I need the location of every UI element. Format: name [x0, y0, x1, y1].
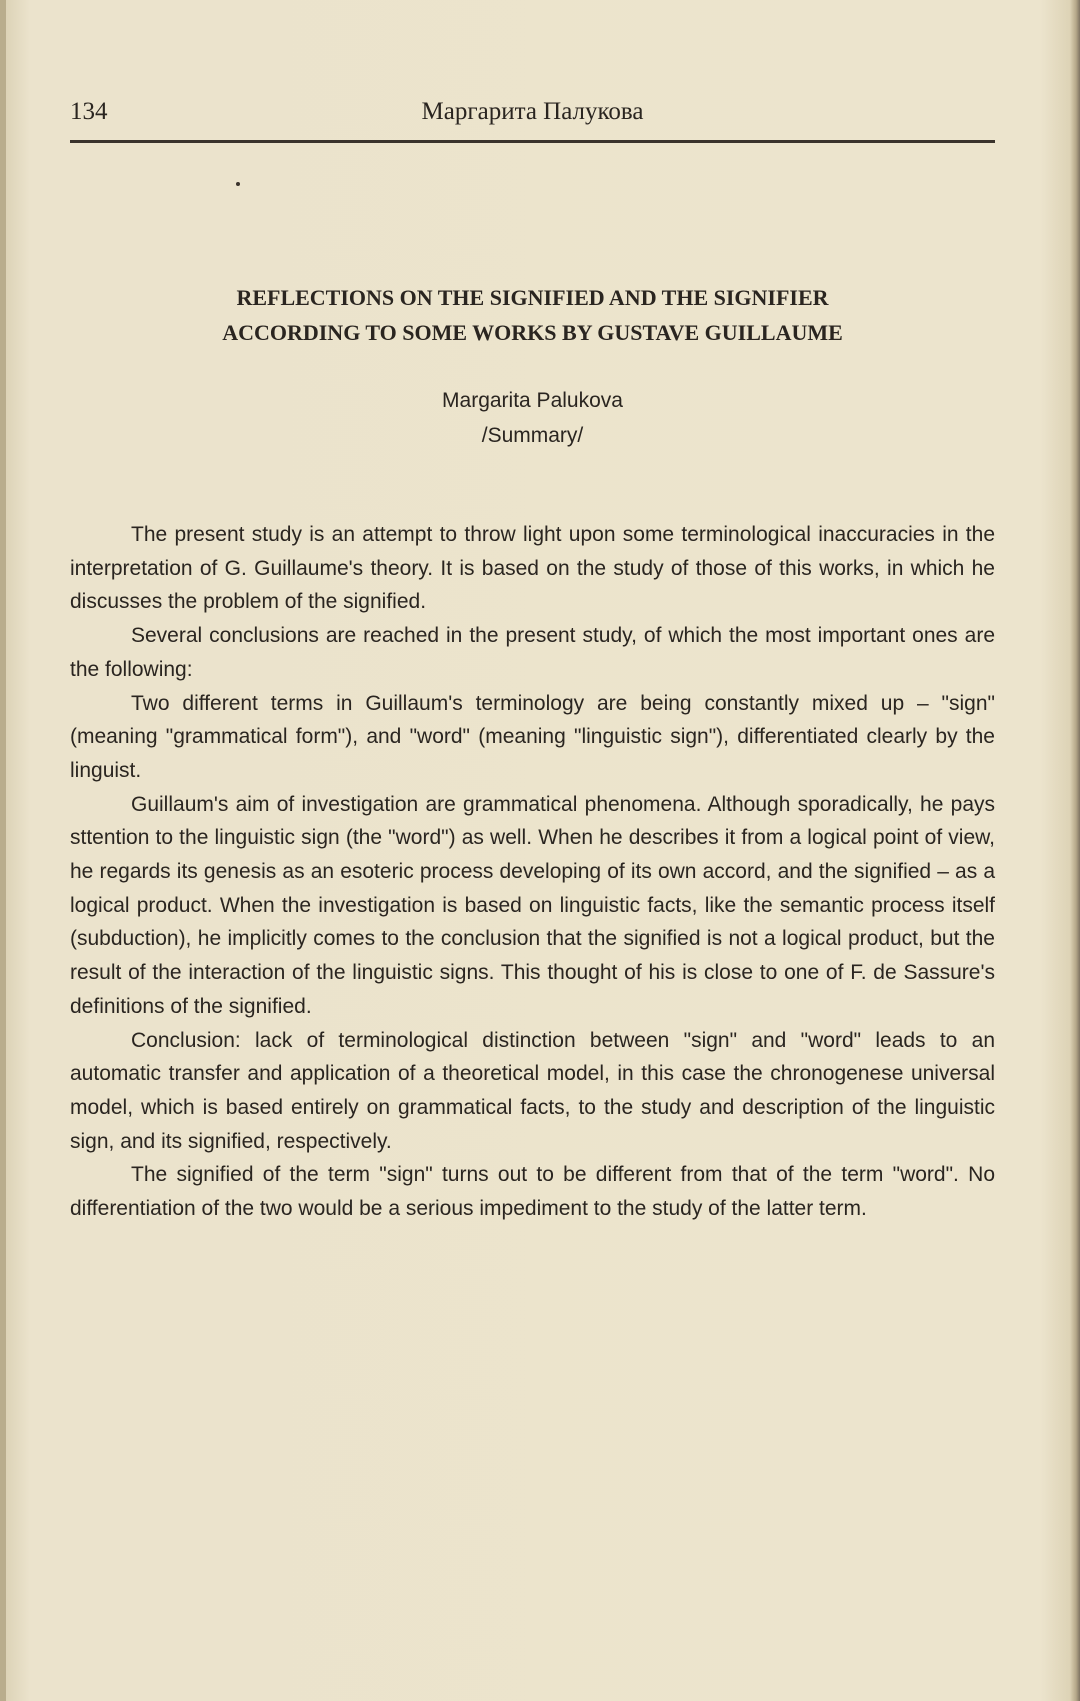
paragraph: Two different terms in Guillaum's terminology are being constantly mixed up – "sign" (meaning "grammatical form"), and "word" (meaning "linguistic sign"), differentiated clearly by the linguist.	[70, 691, 995, 782]
paragraph: The present study is an attempt to throw light upon some terminological inaccuracies in the interpretation of G. Guillaume's theory. It is based on the study of those of this works, in which he discusses the problem of the signified.	[70, 523, 995, 614]
paragraph: Guillaum's aim of investigation are grammatical phenomena. Although sporadically, he pays sttention to the linguistic sign (the "word") as well. When he describes it from a logical point of view, he regards its genesis as an esoteric process developing of its own accord, and the signified – as a logical product. When the investigation is based on linguistic facts, like the semantic process itself (subduction), he implicitly comes to the conclusion that the signified is not a logical product, but the result of the interaction of the linguistic signs. This thought of his is close to one of F. de Sassure's definitions of the signified.	[70, 792, 995, 1018]
page-number: 134	[70, 98, 108, 125]
article-title	[70, 280, 995, 350]
page-left-shadow	[0, 0, 6, 1701]
paragraph: Several conclusions are reached in the present study, of which the most important ones are the following:	[70, 624, 995, 681]
paragraph: The signified of the term "sign" turns out to be different from that of the term "word". No differentiation of the two would be a serious impediment to the study of the latter term.	[70, 1163, 995, 1221]
title-line-2: ACCORDING TO SOME WORKS BY GUSTAVE GUILLAUME	[222, 320, 843, 345]
summary-label: /Summary/	[481, 424, 584, 447]
running-head: Маргарита Палукова	[421, 98, 644, 125]
summary-body	[70, 518, 995, 1226]
paragraph: Conclusion: lack of terminological distinction between "sign" and "word" leads to an automatic transfer and application of a theoretical model, in this case the chronogenese universal model, which is based entirely on grammatical facts, to the study and description of the linguistic sign, and its signified, respectively.	[70, 1028, 995, 1153]
author-block	[70, 383, 995, 453]
title-line-1: REFLECTIONS ON THE SIGNIFIED AND THE SIGNIFIER	[236, 285, 829, 310]
author-name: Margarita Palukova	[442, 389, 623, 412]
header-rule	[70, 140, 995, 143]
page-right-edge	[1070, 0, 1080, 1701]
print-speck	[236, 182, 240, 186]
page-header	[70, 98, 995, 134]
